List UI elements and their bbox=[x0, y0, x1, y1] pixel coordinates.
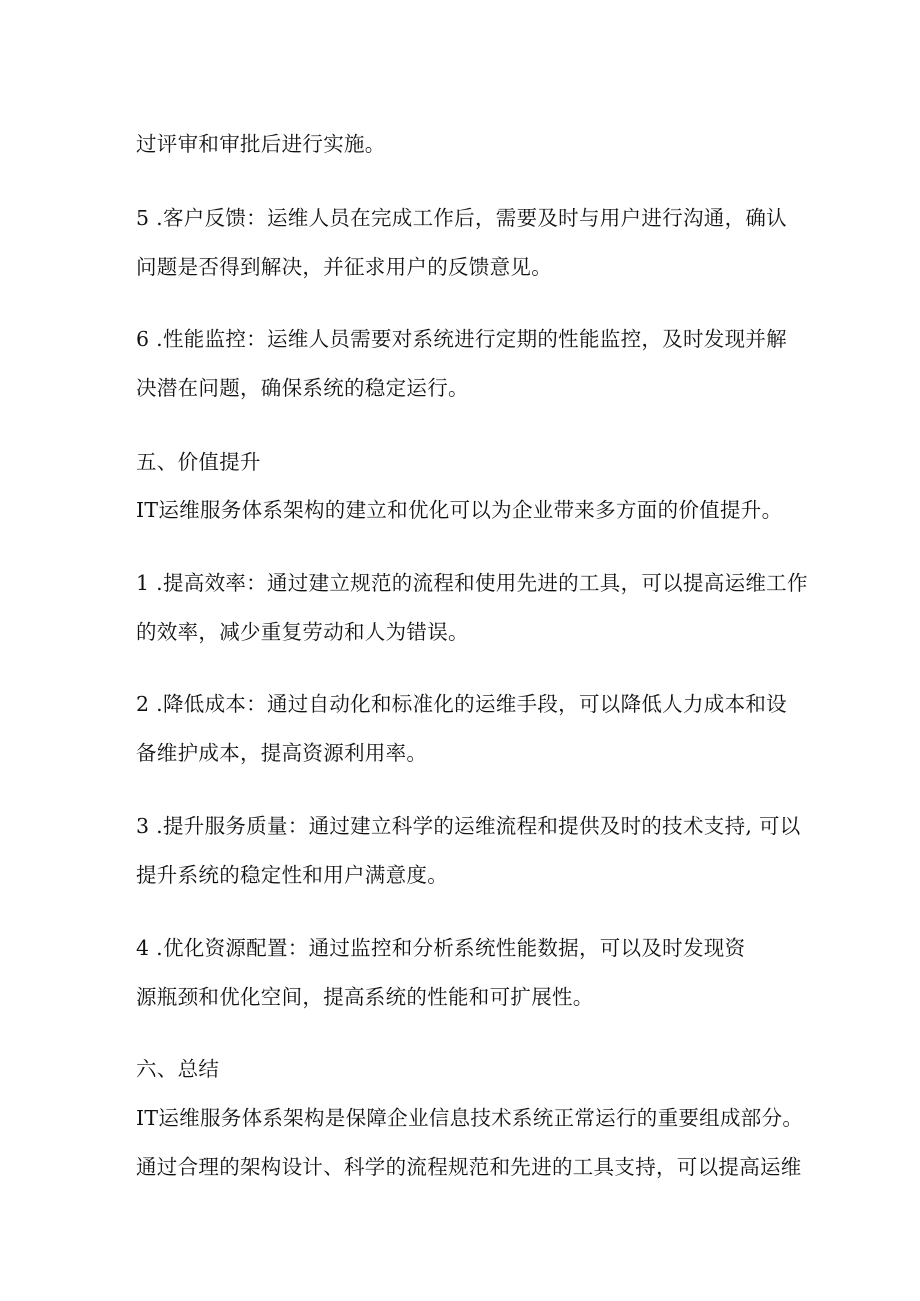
value-intro-paragraph: IT运维服务体系架构的建立和优化可以为企业带来多方面的价值提升。 bbox=[136, 498, 783, 522]
section-heading-value: 五、价值提升 bbox=[136, 450, 261, 474]
value-item-3-line-1: 3 .提升服务质量：通过建立科学的运维流程和提供及时的技术支持, 可以 bbox=[136, 814, 801, 838]
value-item-2-line-2: 备维护成本，提高资源利用率。 bbox=[136, 741, 428, 765]
summary-paragraph-line-2: 通过合理的架构设计、科学的流程规范和先进的工具支持，可以提高运维 bbox=[136, 1155, 802, 1179]
value-item-1-line-1: 1 .提高效率：通过建立规范的流程和使用先进的工具，可以提高运维工作 bbox=[136, 571, 808, 595]
list-item-6-line-1: 6 .性能监控：运维人员需要对系统进行定期的性能监控，及时发现并解 bbox=[136, 327, 787, 351]
value-item-4-line-2: 源瓶颈和优化空间，提高系统的性能和可扩展性。 bbox=[136, 985, 594, 1009]
value-item-1-line-2: 的效率，减少重复劳动和人为错误。 bbox=[136, 620, 469, 644]
section-heading-summary: 六、总结 bbox=[136, 1057, 220, 1081]
summary-paragraph-line-1: IT运维服务体系架构是保障企业信息技术系统正常运行的重要组成部分。 bbox=[136, 1106, 804, 1130]
list-item-5-line-2: 问题是否得到解决，并征求用户的反馈意见。 bbox=[136, 255, 552, 279]
value-item-3-line-2: 提升系统的稳定性和用户满意度。 bbox=[136, 863, 448, 887]
list-item-5-line-1: 5 .客户反馈：运维人员在完成工作后，需要及时与用户进行沟通，确认 bbox=[136, 206, 787, 230]
value-item-4-line-1: 4 .优化资源配置：通过监控和分析系统性能数据，可以及时发现资 bbox=[136, 936, 746, 960]
continuation-line: 过评审和审批后进行实施。 bbox=[136, 132, 386, 156]
value-item-2-line-1: 2 .降低成本：通过自动化和标准化的运维手段，可以降低人力成本和设 bbox=[136, 692, 787, 716]
list-item-6-line-2: 决潜在问题，确保系统的稳定运行。 bbox=[136, 376, 469, 400]
